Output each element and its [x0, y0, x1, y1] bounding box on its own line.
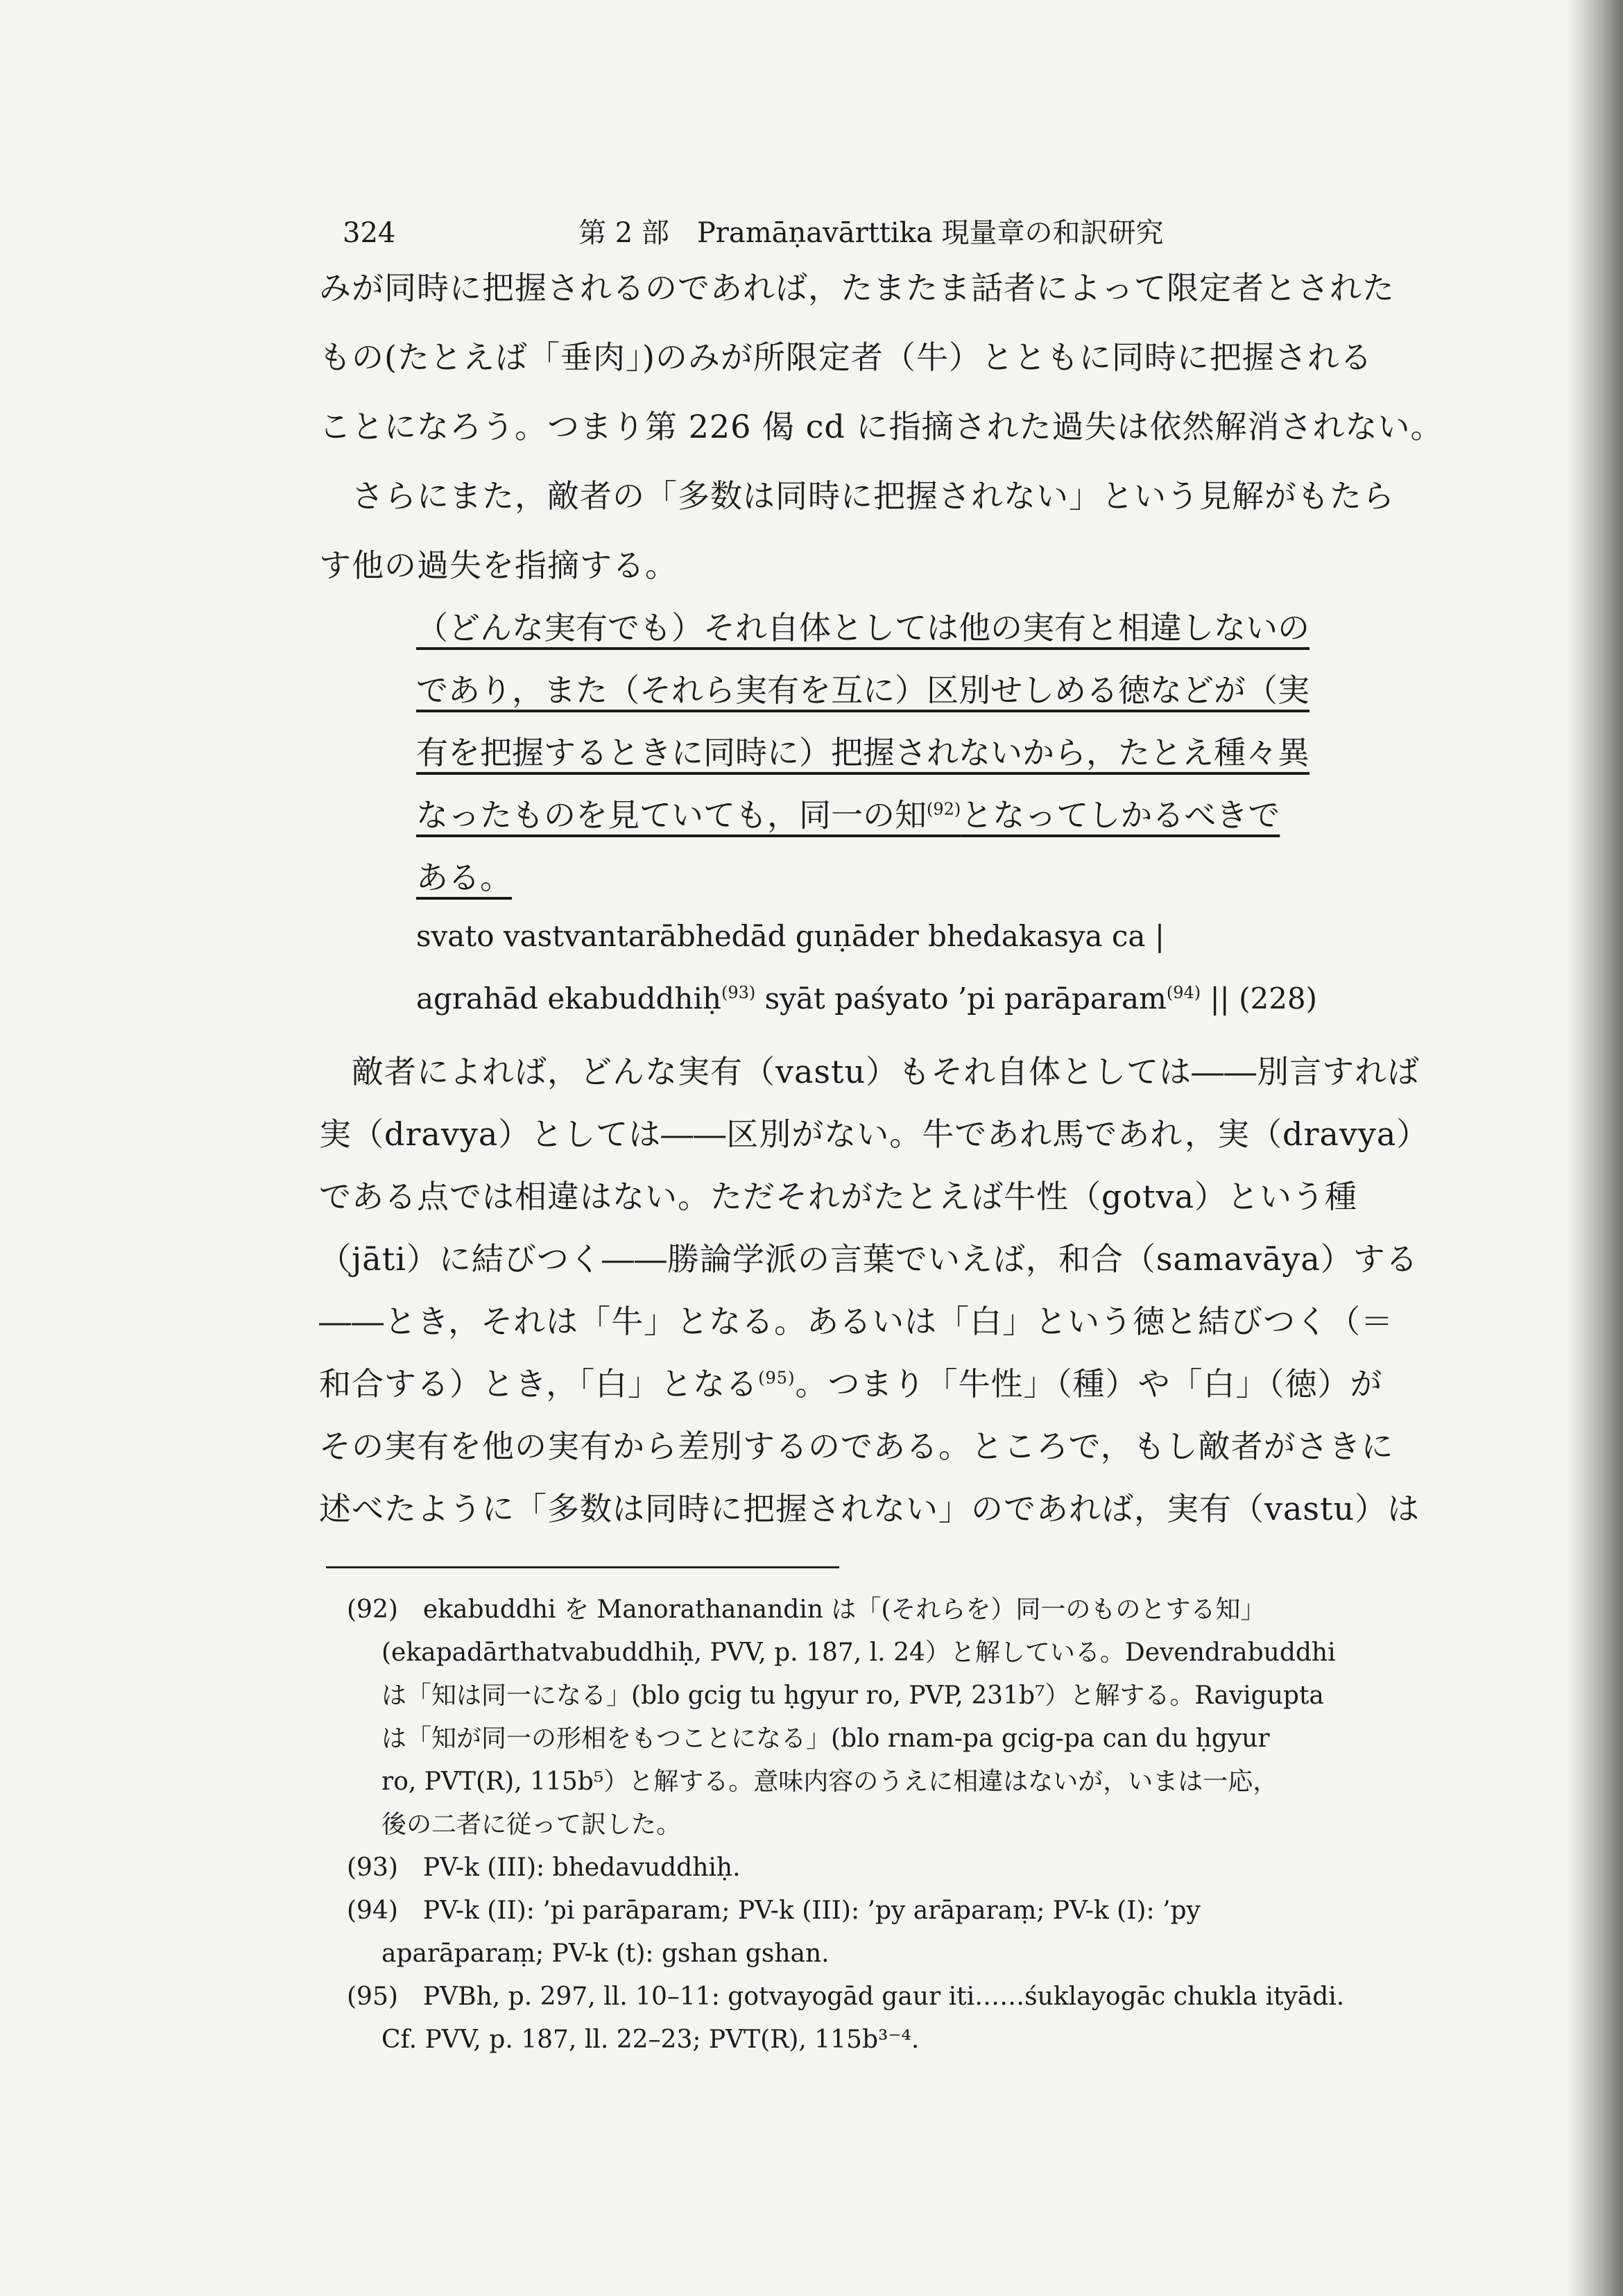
running-header	[343, 212, 1487, 254]
verse-translation-line: 有を把握するときに同時に）把握されないから，たとえ種々異	[416, 734, 1309, 771]
footnote-line: (93) PV-k (III): bhedavuddhiḥ.	[347, 1853, 741, 1882]
footnote-line: aparāparaṃ; PV-k (t): gshan gshan.	[381, 1939, 830, 1968]
body-line	[319, 1353, 1457, 1415]
page-number: 324	[343, 217, 396, 249]
sanskrit-text: syāt paśyato ’pi parāparam	[755, 982, 1167, 1016]
body-line: みが同時に把握されるのであれば，たまたま話者によって限定者とされた	[319, 269, 1395, 307]
body-line: 敵者によれば，どんな実有（vastu）もそれ自体としては――別言すれば	[319, 1053, 1420, 1090]
verse-translation-line	[416, 784, 1387, 846]
body-line: その実有を他の実有から差別するのである。ところで，もし敵者がさきに	[319, 1428, 1394, 1465]
body-line: である点では相違はない。ただそれがたとえば牛性（gotva）という種	[319, 1178, 1358, 1215]
footnote-line: ro, PVT(R), 115b⁵）と解する。意味内容のうえに相違はないが，いまは一応，	[381, 1767, 1278, 1796]
body-text: 和合する）とき，「白」となる	[319, 1365, 759, 1403]
body-text: 。つまり「牛性」（種）や「白」（徳）が	[795, 1365, 1383, 1403]
footnote-line: (94) PV-k (II): ’pi parāparam; PV-k (III): ’py arāparaṃ; PV-k (I): ’py	[347, 1896, 1201, 1925]
footnote-line: (92) ekabuddhi を Manorathanandin は「(それらを）同一のものとする知」	[347, 1595, 1266, 1624]
sanskrit-verse-line-2	[416, 971, 1387, 1027]
body-line: す他の過失を指摘する。	[319, 547, 678, 584]
footnote-ref-93: (93)	[721, 983, 756, 1002]
footnote-line: (ekapadārthatvabuddhiḥ, PVV, p. 187, l. 24）と解している。Devendrabuddhi	[381, 1638, 1336, 1667]
footnote-line: 後の二者に従って訳した。	[381, 1810, 682, 1839]
verse-translation-line: （どんな実有でも）それ自体としては他の実有と相違しないの	[416, 609, 1309, 646]
body-line: （jāti）に結びつく――勝論学派の言葉でいえば，和合（samavāya）する	[319, 1240, 1418, 1278]
footnote-line: は「知は同一になる」(blo gcig tu ḥgyur ro, PVP, 231b⁷）と解する。Ravigupta	[381, 1681, 1324, 1710]
footnote-line: は「知が同一の形相をもつことになる」(blo rnam-pa gcig-pa can du ḥgyur	[381, 1724, 1270, 1753]
body-line: さらにまた，敵者の「多数は同時に把握されない」という見解がもたら	[319, 477, 1395, 515]
body-line: ――とき，それは「牛」となる。あるいは「白」という徳と結びつく（＝	[319, 1303, 1394, 1340]
verse-text: となってしかるべきで	[961, 796, 1280, 834]
sanskrit-verse-line-1: svato vastvantarābhedād guṇāder bhedakasya ca |	[416, 919, 1165, 953]
running-title: 第 2 部 Pramāṇavārttika 現量章の和訳研究	[578, 217, 1164, 249]
verse-translation-line: ある。	[416, 859, 512, 896]
sanskrit-text: || (228)	[1201, 982, 1318, 1016]
body-line: ことになろう。つまり第 226 偈 cd に指摘された過失は依然解消されない。	[319, 408, 1443, 445]
footnote-ref-95: (95)	[758, 1368, 796, 1388]
footnote-ref-94: (94)	[1166, 983, 1201, 1002]
sanskrit-text: agrahād ekabuddhiḥ	[416, 982, 721, 1016]
body-line: 実（dravya）としては――区別がない。牛であれ馬であれ，実（dravya）	[319, 1115, 1429, 1153]
footnote-divider	[326, 1566, 839, 1568]
verse-translation-line: であり，また（それら実有を互に）区別せしめる徳などが（実	[416, 671, 1309, 709]
body-line: 述べたように「多数は同時に把握されない」のであれば，実有（vastu）は	[319, 1490, 1420, 1527]
page-edge-shadow	[1568, 0, 1623, 2296]
footnote-ref-92: (92)	[927, 799, 961, 819]
body-line: もの(たとえば「垂肉」)のみが所限定者（牛）とともに同時に把握される	[319, 339, 1373, 376]
footnote-line: (95) PVBh, p. 297, ll. 10–11: gotvayogād gaur iti……śuklayogāc chukla ityādi.	[347, 1982, 1345, 2011]
footnote-line: Cf. PVV, p. 187, ll. 22–23; PVT(R), 115b³⁻⁴.	[381, 2025, 920, 2054]
verse-text: なったものを見ていても，同一の知	[416, 796, 927, 834]
